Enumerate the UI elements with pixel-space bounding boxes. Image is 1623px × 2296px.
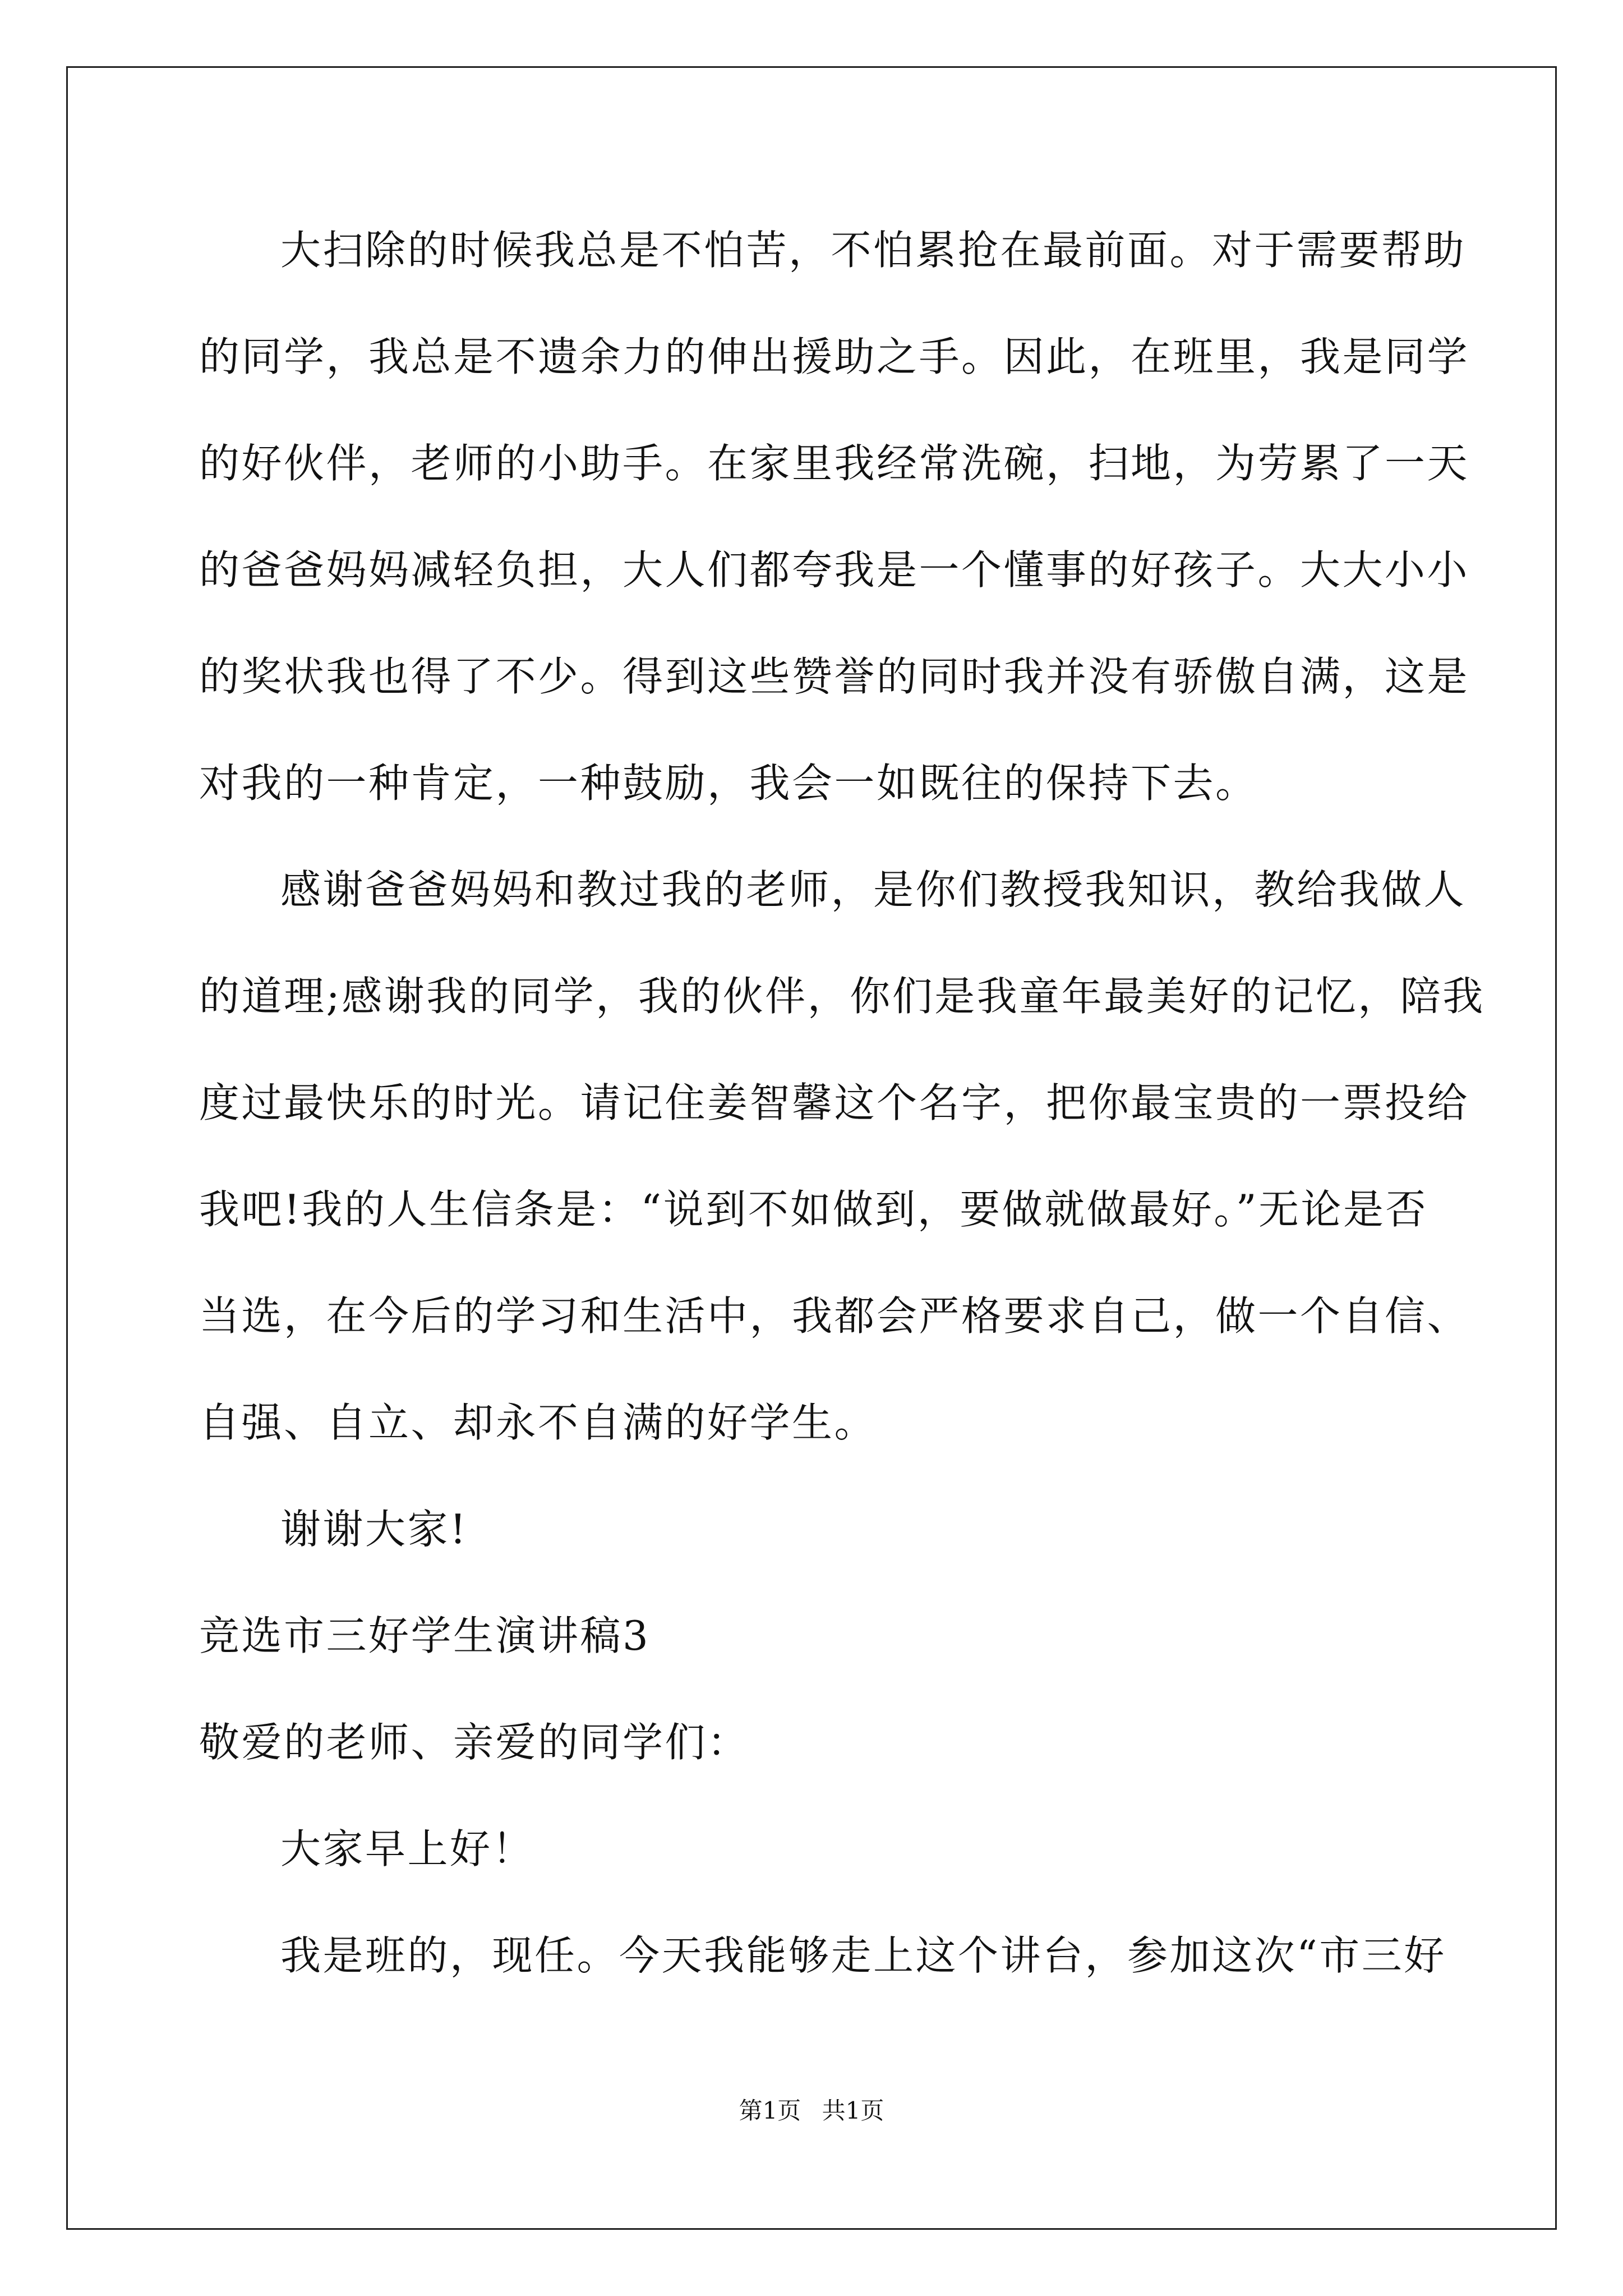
page-footer [0,2095,1623,2127]
greeting-line: 大家早上好！ [280,1825,535,1872]
paragraph-line: 自强、自立、却永不自满的好学生。 [199,1399,877,1446]
paragraph-line: 当选，在今后的学习和生活中，我都会严格要求自己，做一个自信、 [199,1292,1470,1340]
paragraph-line: 度过最快乐的时光。请记住姜智馨这个名字，把你最宝贵的一票投给 [199,1079,1470,1126]
page-frame [66,66,1557,2230]
paragraph-line: 感谢爸爸妈妈和教过我的老师，是你们教授我知识，教给我做人 [280,866,1467,913]
closing-line: 谢谢大家! [280,1506,468,1553]
page-number: 第1页 [739,2097,801,2124]
paragraph-line: 对我的一种肯定，一种鼓励，我会一如既往的保持下去。 [199,760,1258,807]
paragraph-line: 我吧!我的人生信条是：“说到不如做到，要做就做最好。”无论是否 [199,1186,1428,1233]
paragraph-line: 的好伙伴，老师的小助手。在家里我经常洗碗，扫地，为劳累了一天 [199,440,1470,487]
salutation: 敬爱的老师、亲爱的同学们： [199,1719,750,1766]
paragraph-line: 的同学，我总是不遗余力的伸出援助之手。因此，在班里，我是同学 [199,333,1470,380]
page-total: 共1页 [822,2097,884,2124]
paragraph-line: 我是班的，现任。今天我能够走上这个讲台，参加这次“市三好 [280,1932,1446,1979]
paragraph-line: 的奖状我也得了不少。得到这些赞誉的同时我并没有骄傲自满，这是 [199,653,1470,700]
paragraph-line: 大扫除的时候我总是不怕苦，不怕累抢在最前面。对于需要帮助 [280,227,1467,274]
paragraph-line: 的道理;感谢我的同学，我的伙伴，你们是我童年最美好的记忆，陪我 [199,973,1485,1020]
paragraph-line: 的爸爸妈妈减轻负担，大人们都夸我是一个懂事的好孩子。大大小小 [199,546,1470,593]
section-heading: 竞选市三好学生演讲稿3 [199,1612,651,1659]
